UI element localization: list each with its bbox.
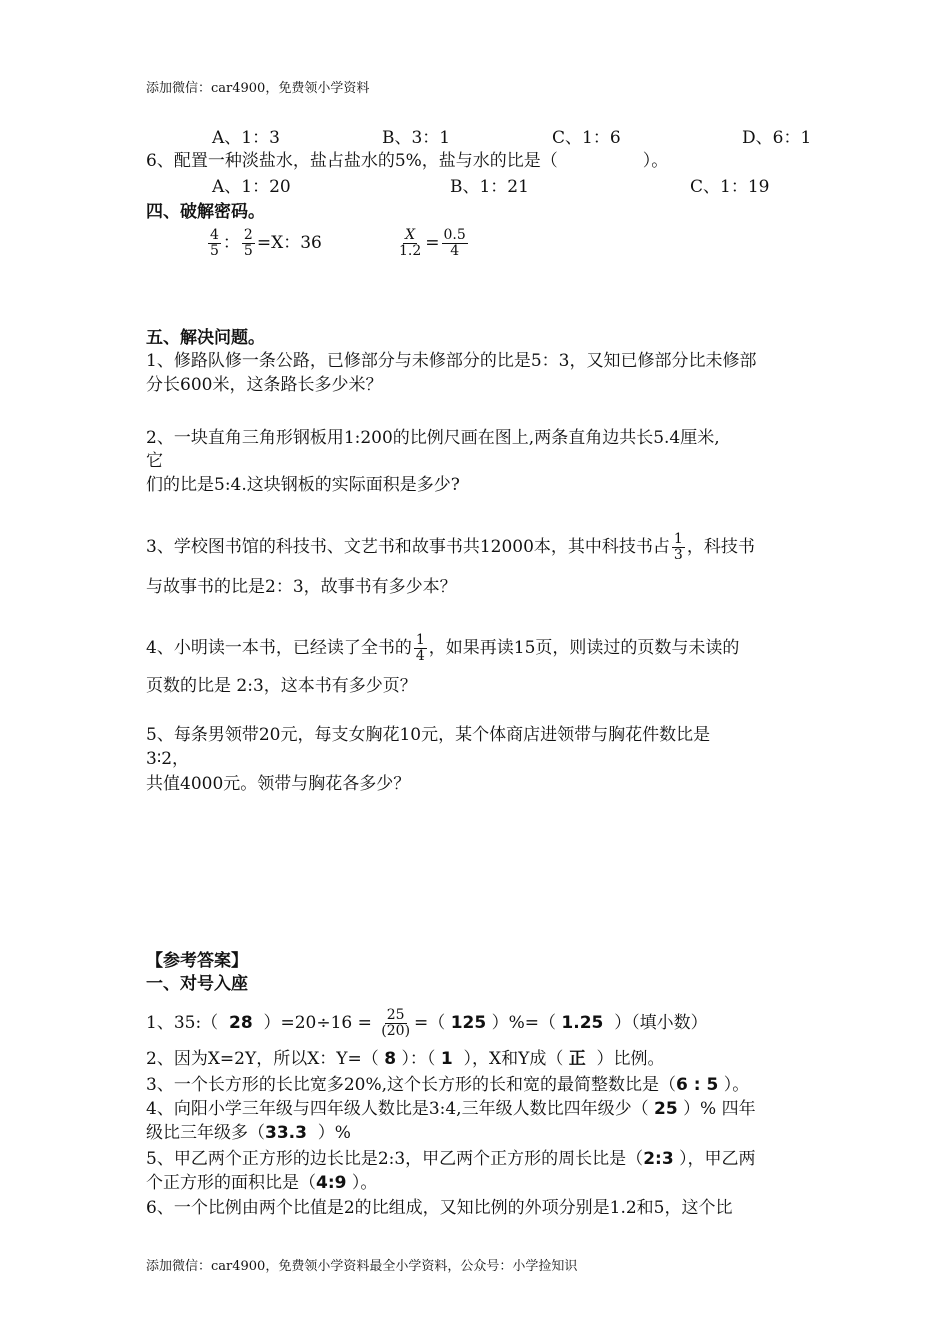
answer-value: 2:3: [643, 1149, 674, 1169]
q5-option-b: B、3：1: [382, 128, 451, 148]
problem-4-line-2: 页数的比是 2:3，这本书有多少页？: [146, 676, 417, 696]
q6-text: 6、配置一种淡盐水，盐占盐水的5%，盐与水的比是（ ）。: [146, 151, 669, 171]
answer-2: 2、因为X=2Y，所以X：Y=（ 8 ）：（ 1 ），X和Y成（ 正 ）比例。: [146, 1049, 665, 1069]
fraction: $\frac{25}{(20)}$: [381, 1007, 411, 1039]
fraction: $\frac{X}{1.2}$: [399, 227, 422, 259]
fraction: $\frac{2}{5}$: [243, 227, 253, 259]
answer-value: 25: [653, 1099, 678, 1119]
q5-option-c: C、1：6: [552, 128, 621, 148]
q5-option-d: D、6：1: [742, 128, 812, 148]
q6-option-b: B、1：21: [450, 177, 529, 197]
problem-5-line-1: 5、每条男领带20元，每支女胸花10元，某个体商店进领带与胸花件数比是: [146, 725, 711, 745]
fraction: $\frac{0.5}{4}$: [443, 227, 466, 259]
section4-title: 四、破解密码。: [146, 202, 265, 222]
answer-5-line-1: 5、甲乙两个正方形的边长比是2:3，甲乙两个正方形的周长比是（2:3 ），甲乙两: [146, 1149, 756, 1169]
answer-value: 125: [450, 1013, 487, 1033]
answer-value: 33.3: [265, 1123, 307, 1143]
q6-option-a: A、1：20: [212, 177, 291, 197]
answers-title: 【参考答案】: [146, 951, 248, 971]
answer-5-line-2: 个正方形的面积比是（4:9 ）。: [146, 1173, 378, 1193]
answer-4-line-1: 4、向阳小学三年级与四年级人数比是3:4,三年级人数比四年级少（ 25 ）% 四年: [146, 1099, 756, 1119]
problem-2-line-2: 它: [146, 451, 163, 471]
page-footer: 添加微信：car4900，免费领小学资料最全小学资料，公众号：小学捡知识: [146, 1259, 578, 1274]
answer-value: 1.25: [561, 1013, 604, 1033]
problem-4-line-1: 4、小明读一本书，已经读了全书的 $\frac{1}{4}$ ，如果再读15页，则读过的页数与未读的: [146, 632, 740, 664]
problem-1-line-2: 分长600米，这条路长多少米？: [146, 375, 383, 395]
answer-3: 3、一个长方形的长比宽多20%,这个长方形的长和宽的最简整数比是（6 : 5 ）。: [146, 1075, 750, 1095]
q6-option-c: C、1：19: [690, 177, 770, 197]
page-header: 添加微信：car4900，免费领小学资料: [146, 81, 370, 96]
answer-value: 6 : 5: [676, 1075, 719, 1095]
problem-2-line-3: 们的比是5:4.这块钢板的实际面积是多少?: [146, 475, 460, 495]
fraction: $\frac{4}{5}$: [210, 227, 219, 259]
problem-5-line-3: 共值4000元。领带与胸花各多少？: [146, 774, 411, 794]
equation-2: $\frac{X}{1.2}$ = $\frac{0.5}{4}$: [399, 227, 466, 259]
problem-5-line-2: 3∶2，: [146, 749, 190, 769]
answer-1: 1、35:（ 28 ）=20÷16 = $\frac{25}{(20)}$ =（ 125 ）%=（ 1.25 ）（填小数）: [146, 1007, 708, 1039]
fraction: $\frac{1}{3}$: [673, 531, 683, 563]
problem-2-line-1: 2、一块直角三角形钢板用1:200的比例尺画在图上,两条直角边共长5.4厘米,: [146, 428, 720, 448]
fraction: $\frac{1}{4}$: [415, 632, 425, 664]
answer-value: 8: [384, 1049, 397, 1069]
problem-3-line-2: 与故事书的比是2：3，故事书有多少本？: [146, 577, 457, 597]
answer-4-line-2: 级比三年级多（33.3 ）%: [146, 1123, 351, 1143]
q5-option-a: A、1：3: [212, 128, 280, 148]
answer-value: 正: [568, 1049, 586, 1069]
equation-1: $\frac{4}{5}$ ： $\frac{2}{5}$ =X：36: [210, 227, 322, 259]
answer-6: 6、一个比例由两个比值是2的比组成，又知比例的外项分别是1.2和5，这个比: [146, 1198, 733, 1218]
problem-3-line-1: 3、学校图书馆的科技书、文艺书和故事书共12000本，其中科技书占 $\frac{1}{3}$ ，科技书: [146, 531, 755, 563]
section5-title: 五、解决问题。: [146, 328, 265, 348]
answers-subtitle: 一、对号入座: [146, 974, 248, 994]
answer-value: 4:9: [316, 1173, 347, 1193]
problem-1-line-1: 1、修路队修一条公路，已修部分与未修部分的比是5：3，又知已修部分比未修部: [146, 351, 757, 371]
answer-value: 28: [229, 1013, 253, 1033]
answer-value: 1: [440, 1049, 453, 1069]
